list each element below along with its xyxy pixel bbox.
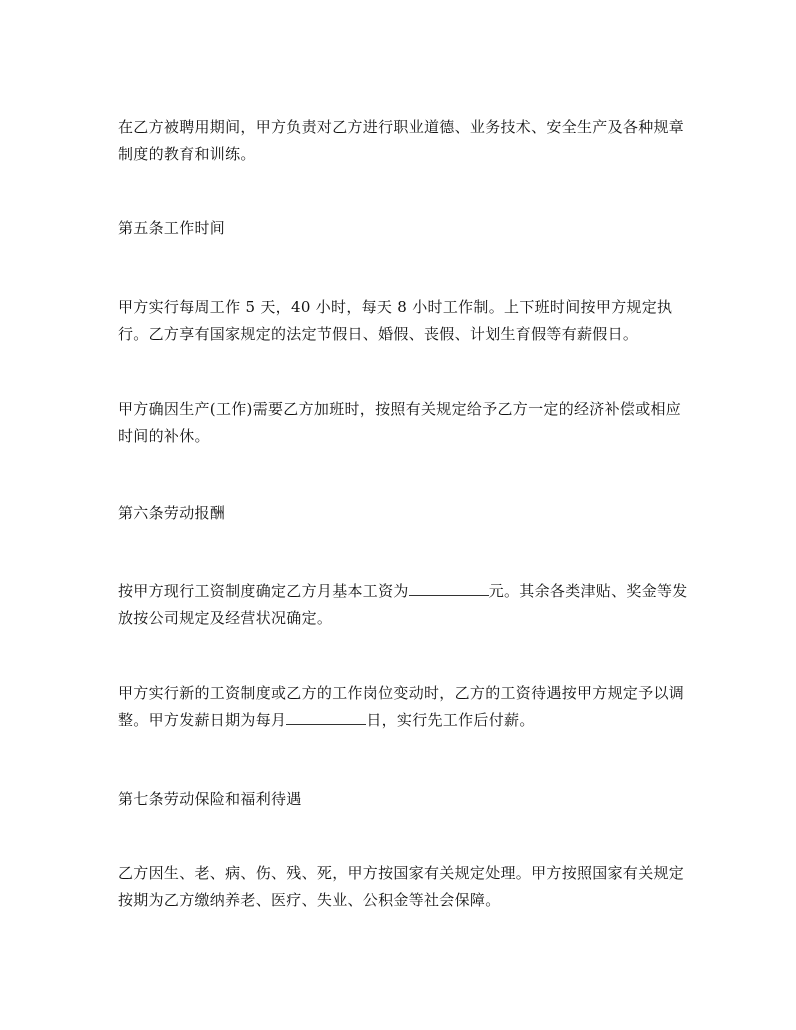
payday-blank xyxy=(286,707,366,725)
salary-adjustment-text-before: 甲方实行新的工资制度或乙方的工作岗位变动时，乙方的工资待遇按甲方规定予以调整。甲方发薪日期为每月 xyxy=(118,684,685,729)
salary-adjustment-text-after: 日，实行先工作后付薪。 xyxy=(366,711,535,729)
heading-article-7: 第七条劳动保险和福利待遇 xyxy=(118,790,302,808)
paragraph-base-salary xyxy=(118,578,688,632)
paragraph-overtime: 甲方确因生产(工作)需要乙方加班时，按照有关规定给予乙方一定的经济补偿或相应时间的补休。 xyxy=(118,400,682,445)
base-salary-text-after: 元。其余各类津贴、奖金等发放按公司规定及经营状况确定。 xyxy=(118,582,688,627)
heading-article-5: 第五条工作时间 xyxy=(118,219,226,237)
paragraph-salary-adjustment xyxy=(118,680,688,734)
salary-amount-blank xyxy=(409,578,489,596)
paragraph-training: 在乙方被聘用期间，甲方负责对乙方进行职业道德、业务技术、安全生产及各种规章制度的教育和训练。 xyxy=(118,118,685,163)
heading-article-6: 第六条劳动报酬 xyxy=(118,504,226,522)
paragraph-social-insurance: 乙方因生、老、病、伤、残、死，甲方按国家有关规定处理。甲方按照国家有关规定按期为乙方缴纳养老、医疗、失业、公积金等社会保障。 xyxy=(118,864,685,909)
base-salary-text-before: 按甲方现行工资制度确定乙方月基本工资为 xyxy=(118,582,409,600)
paragraph-working-hours: 甲方实行每周工作 5 天，40 小时，每天 8 小时工作制。上下班时间按甲方规定执行。乙方享有国家规定的法定节假日、婚假、丧假、计划生育假等有薪假日。 xyxy=(118,298,673,343)
